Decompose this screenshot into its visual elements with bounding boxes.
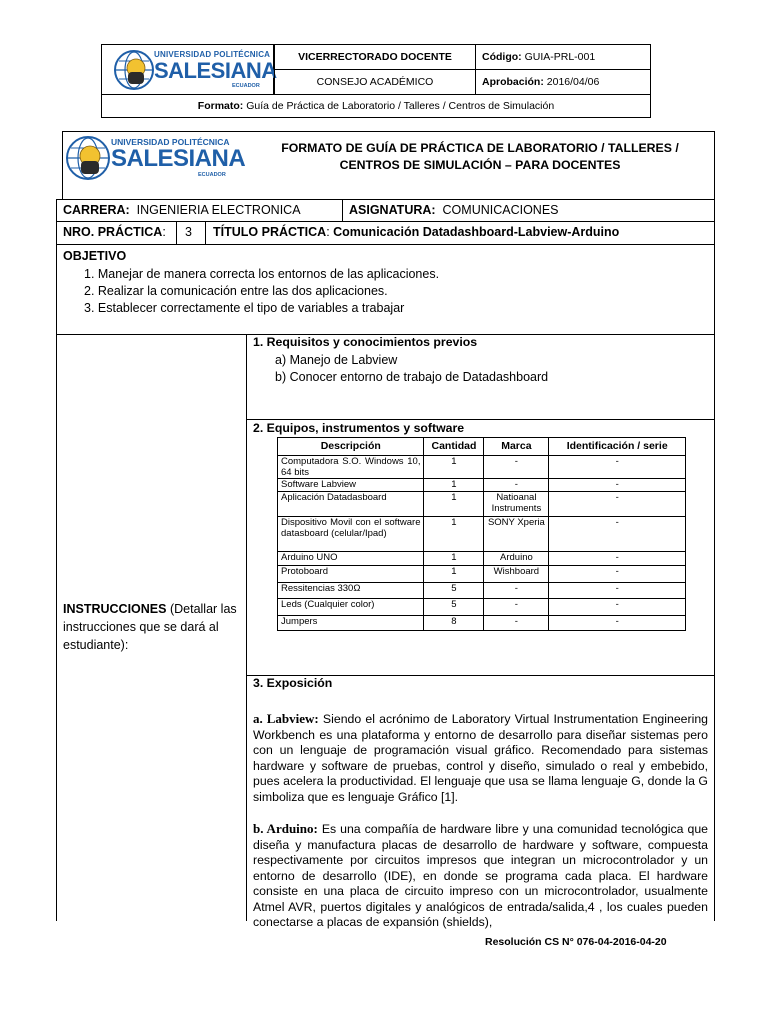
cell-descripcion: Computadora S.O. Windows 10, 64 bits [278,456,424,479]
cell-marca: - [484,479,549,492]
cell-identificacion: - [549,566,686,583]
arduino-paragraph [253,821,708,931]
cell-descripcion: Jumpers [278,616,424,631]
form-frame-left [62,131,63,199]
labview-text: Siendo el acrónimo de Laboratory Virtual Instrumentation Engineering Workbench es una plataforma y entorno de desarrollo para diseñar sistemas pero con un lenguaje de programación visual gráfico. Recomendado para sistemas hardware y software de pruebas, control y diseño, simulado o real y embebido, pues acelera la productividad. El lenguaje que usa se llama lenguaje G, donde la G simboliza que es lenguaje Gráfico [1]. [253,712,709,804]
carrera-cell: CARRERA: INGENIERIA ELECTRONICA [56,199,343,222]
formato-label: Formato: [197,100,244,112]
form-title-line1: FORMATO DE GUÍA DE PRÁCTICA DE LABORATORIO / TALLERES / [281,141,679,155]
formato-value: Guía de Práctica de Laboratorio / Talleres / Centros de Simulación [246,100,555,112]
objetivo-item: 2. Realizar la comunicación entre las dos aplicaciones. [84,284,388,298]
cell-descripcion: Ressitencias 330Ω [278,583,424,599]
cell-marca: Wishboard [484,566,549,583]
university-line1: UNIVERSIDAD POLITÉCNICA [154,50,271,59]
form-logo [66,134,246,182]
cell-cantidad: 1 [424,517,484,552]
formato-cell [101,94,651,118]
nro-practica-label: NRO. PRÁCTICA [63,225,163,239]
form-title [248,140,712,174]
cell-cantidad: 1 [424,492,484,517]
cell-identificacion: - [549,552,686,566]
cell-descripcion: Dispositivo Movil con el software datasboard (celular/Ipad) [278,517,424,552]
arduino-text: Es una compañía de hardware libre y una comunidad tecnológica que diseña y manufactura placas de desarrollo de hardware y software, compuesta respectivamente por circuitos impresos que integran un microcontrolador y un entorno de desarrollo (IDE), en donde se programa cada placa. El hardware consiste en una placa de circuito impreso con un microcontrolador, usualmente Atmel AVR, puertos digitales y analógicos de entrada/salida,4 , los cuales pueden conectarse a placas de expansión (shields), [253,822,708,929]
nro-practica-value: 3 [185,225,192,239]
arduino-title: b. Arduino: [253,821,318,836]
form-university-line1: UNIVERSIDAD POLITÉCNICA [111,137,230,147]
form-university-country: ECUADOR [198,172,226,178]
cell-identificacion: - [549,583,686,599]
objetivo-item: 1. Manejar de manera correcta los entornos de las aplicaciones. [84,267,440,281]
table-row [278,616,686,631]
aprobacion-label: Aprobación: [482,76,544,88]
cell-cantidad: 5 [424,583,484,599]
cell-descripcion: Software Labview [278,479,424,492]
requisito-item: a) Manejo de Labview [275,353,398,367]
cell-marca: SONY Xperia [484,517,549,552]
labview-paragraph [253,711,708,805]
university-name: SALESIANA [154,58,277,83]
objetivo-item: 3. Establecer correctamente el tipo de variables a trabajar [84,301,405,315]
cell-descripcion: Protoboard [278,566,424,583]
vicerrectorado-cell: VICERRECTORADO DOCENTE [274,44,476,70]
objetivo-list [84,266,439,317]
cell-cantidad: 1 [424,566,484,583]
codigo-label: Código: [482,51,522,63]
titulo-practica-label: TÍTULO PRÁCTICA [213,225,327,239]
cell-identificacion: - [549,492,686,517]
aprobacion-value: 2016/04/06 [546,76,600,88]
col-header-marca: Marca [484,438,549,456]
equipos-heading: 2. Equipos, instrumentos y software [253,421,465,435]
carrera-label: CARRERA [63,203,126,217]
form-frame-top [62,131,715,132]
cell-identificacion: - [549,479,686,492]
asignatura-label: ASIGNATURA [349,203,432,217]
cell-identificacion: - [549,599,686,616]
carrera-value: INGENIERIA ELECTRONICA [136,203,301,217]
cell-descripcion: Arduino UNO [278,552,424,566]
instrucciones-label: INSTRUCCIONES [63,602,167,616]
objetivo-label: OBJETIVO [63,249,127,263]
exposicion-heading: 3. Exposición [253,676,333,690]
university-logo [114,48,277,92]
codigo-cell [475,44,651,70]
aprobacion-cell [475,69,651,95]
table-row [278,552,686,566]
cell-descripcion: Leds (Cualquier color) [278,599,424,616]
instrucciones-desc: (Detallar las instrucciones que se dará al estudiante): [63,602,237,652]
cell-identificacion: - [549,616,686,631]
equipos-table [277,437,686,631]
cell-marca: - [484,583,549,599]
requisitos-heading: 1. Requisitos y conocimientos previos [253,335,478,349]
table-row [278,517,686,552]
cell-cantidad: 1 [424,552,484,566]
table-row [278,566,686,583]
table-row [278,456,686,479]
cell-cantidad: 1 [424,479,484,492]
table-row [278,583,686,599]
col-header-identificacion: Identificación / serie [549,438,686,456]
header-logo-cell [101,44,277,95]
cell-marca: Natioanal Instruments [484,492,549,517]
codigo-value: GUIA-PRL-001 [524,51,596,63]
objetivo-cell [56,244,715,335]
consejo-cell: CONSEJO ACADÉMICO [274,69,476,95]
titulo-practica-cell: TÍTULO PRÁCTICA: Comunicación Datadashboard-Labview-Arduino [205,221,715,245]
form-title-line2: CENTROS DE SIMULACIÓN – PARA DOCENTES [339,158,621,172]
cell-identificacion: - [549,517,686,552]
nro-practica-label-cell: NRO. PRÁCTICA: [56,221,177,245]
cell-cantidad: 8 [424,616,484,631]
cell-marca: - [484,456,549,479]
asignatura-value: COMUNICACIONES [442,203,559,217]
equipos-header-row [278,438,686,456]
asignatura-cell: ASIGNATURA: COMUNICACIONES [342,199,715,222]
cell-cantidad: 1 [424,456,484,479]
cell-marca: - [484,616,549,631]
cell-marca: Arduino [484,552,549,566]
cell-identificacion: - [549,456,686,479]
cell-descripcion: Aplicación Datadasboard [278,492,424,517]
table-row [278,599,686,616]
requisitos-list [275,352,548,386]
table-row [278,479,686,492]
form-university-name: SALESIANA [111,145,246,172]
requisito-item: b) Conocer entorno de trabajo de Datadashboard [275,370,549,384]
labview-title: a. Labview: [253,711,319,726]
col-header-descripcion: Descripción [278,438,424,456]
instrucciones-text [63,600,243,654]
col-header-cantidad: Cantidad [424,438,484,456]
instrucciones-cell [56,334,247,921]
university-country: ECUADOR [232,83,260,89]
cell-marca: - [484,599,549,616]
titulo-practica-value: Comunicación Datadashboard-Labview-Arduino [333,225,620,239]
table-row [278,492,686,517]
nro-practica-value-cell [176,221,206,245]
resolucion-footer: Resolución CS N° 076-04-2016-04-20 [485,936,667,948]
requisitos-bottom-border [246,419,715,420]
cell-cantidad: 5 [424,599,484,616]
